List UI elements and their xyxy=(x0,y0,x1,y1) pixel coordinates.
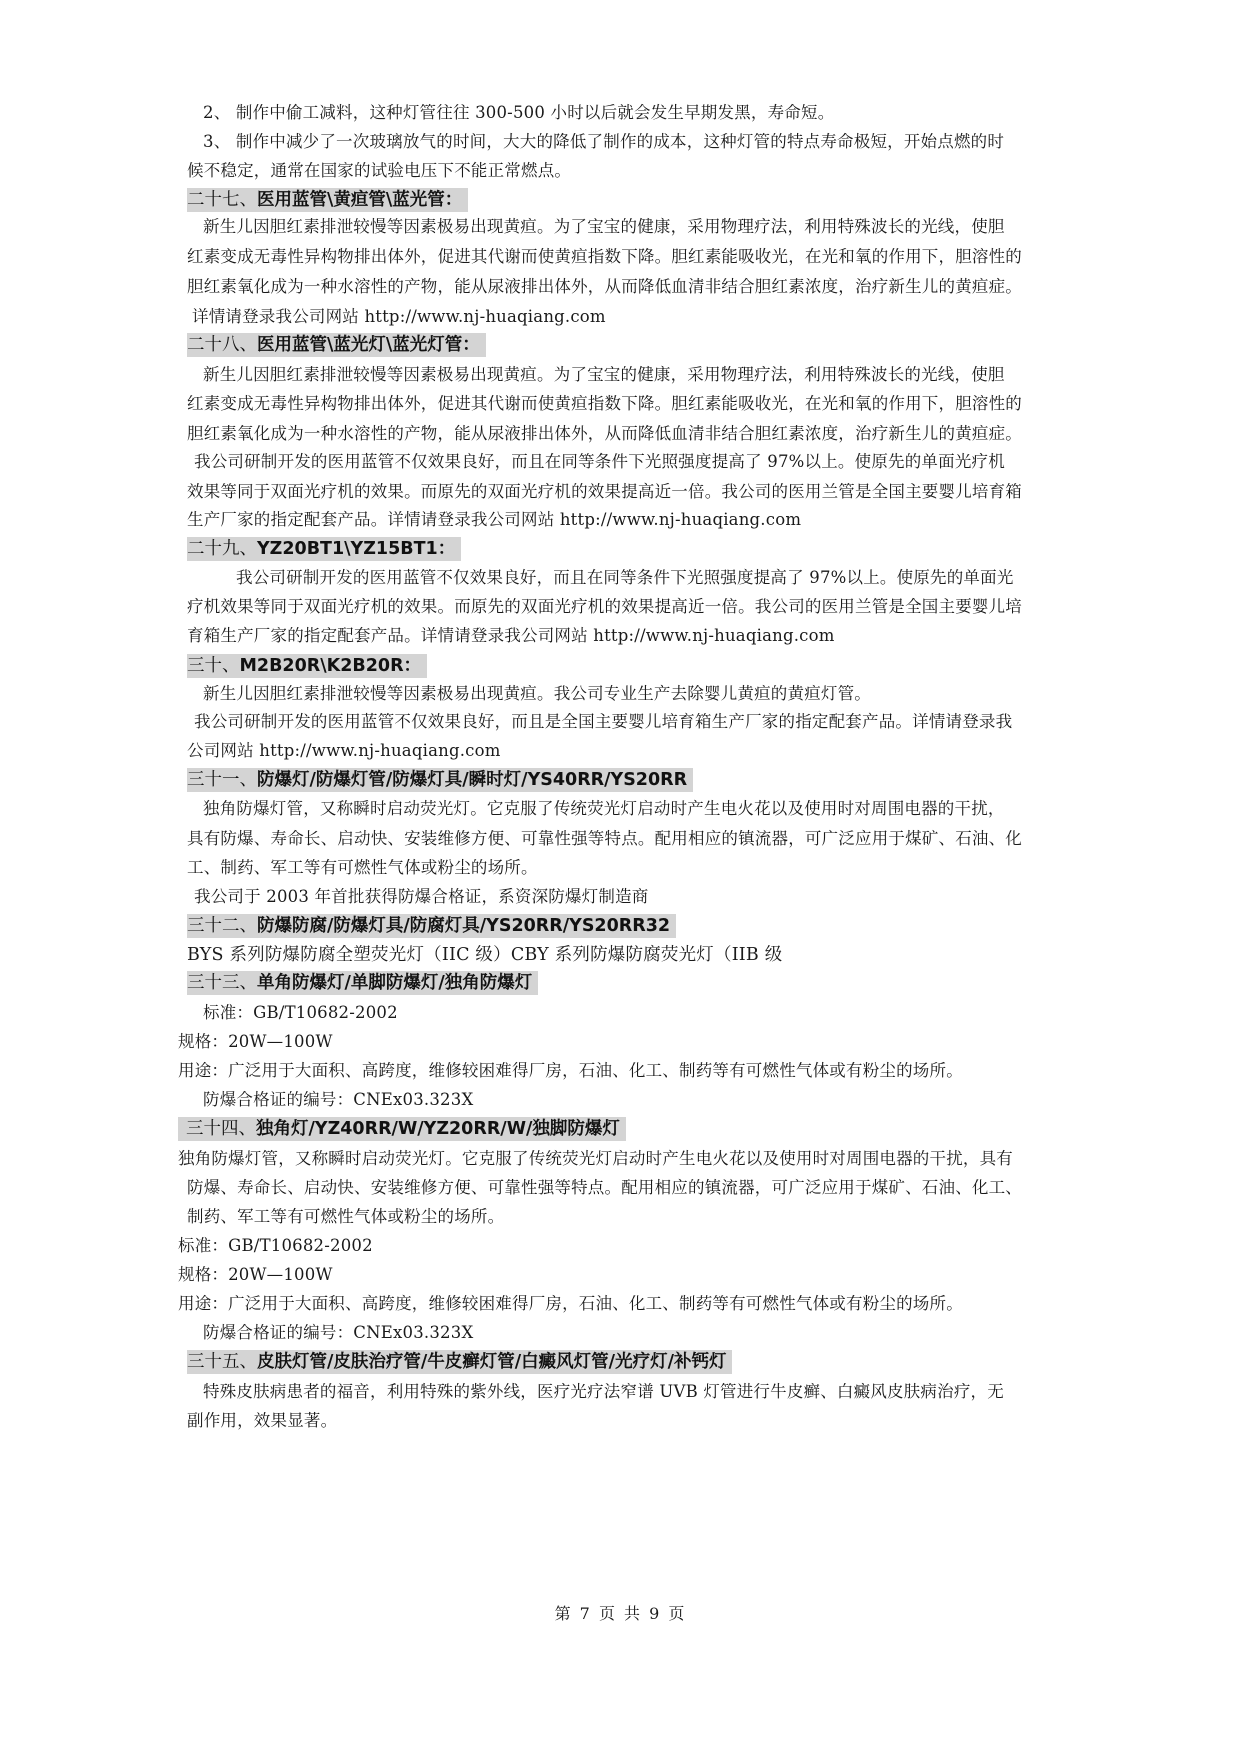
body-line: 防爆合格证的编号：CNEx03.323X xyxy=(203,1090,474,1109)
body-line: 规格：20W—100W xyxy=(178,1032,333,1051)
body-line: 我公司研制开发的医用蓝管不仅效果良好，而且在同等条件下光照强度提高了 97%以上。使原先的单面光疗机 xyxy=(194,452,1005,471)
heading-number: 三十、 xyxy=(187,656,240,676)
body-line: 生产厂家的指定配套产品。详情请登录我公司网站 http://www.nj-huaqiang.com xyxy=(187,510,802,529)
heading-title: 防爆灯/防爆灯管/防爆灯具/瞬时灯/YS40RR/YS20RR xyxy=(257,770,688,790)
page-footer: 第 7 页 共 9 页 xyxy=(554,1604,687,1623)
body-line: 特殊皮肤病患者的福音，利用特殊的紫外线，医疗光疗法窄谱 UVB 灯管进行牛皮癣、白癜风皮肤病治疗，无 xyxy=(203,1382,1004,1401)
heading-number: 三十三、 xyxy=(187,973,257,993)
section-heading xyxy=(187,1350,732,1374)
section-heading xyxy=(187,188,468,212)
body-line: 红素变成无毒性异构物排出体外，促进其代谢而使黄疸指数下降。胆红素能吸收光，在光和氧的作用下，胆溶性的 xyxy=(187,247,1022,266)
heading-number: 三十五、 xyxy=(187,1352,257,1372)
body-line: 育箱生产厂家的指定配套产品。详情请登录我公司网站 http://www.nj-huaqiang.com xyxy=(187,626,835,645)
body-line: 用途：广泛用于大面积、高跨度，维修较困难得厂房，石油、化工、制药等有可燃性气体或有粉尘的场所。 xyxy=(178,1061,963,1080)
section-heading xyxy=(187,654,427,678)
body-line: 规格：20W—100W xyxy=(178,1265,333,1284)
body-line: 我公司研制开发的医用蓝管不仅效果良好，而且是全国主要婴儿培育箱生产厂家的指定配套产品。详情请登录我 xyxy=(194,712,1013,731)
heading-title: 皮肤灯管/皮肤治疗管/牛皮癣灯管/白癜风灯管/光疗灯/补钙灯 xyxy=(257,1352,727,1372)
heading-title: 医用蓝管\黄疸管\蓝光管： xyxy=(257,190,463,210)
body-line: 独角防爆灯管，又称瞬时启动荧光灯。它克服了传统荧光灯启动时产生电火花以及使用时对周围电器的干扰，具有 xyxy=(178,1149,1013,1168)
heading-number: 三十四、 xyxy=(186,1119,256,1139)
heading-number: 三十一、 xyxy=(187,770,257,790)
body-line: 防爆合格证的编号：CNEx03.323X xyxy=(203,1323,474,1342)
section-heading xyxy=(187,537,461,561)
body-line: 疗机效果等同于双面光疗机的效果。而原先的双面光疗机的效果提高近一倍。我公司的医用兰管是全国主要婴儿培 xyxy=(187,597,1022,616)
heading-title: 单角防爆灯/单脚防爆灯/独角防爆灯 xyxy=(257,973,533,993)
section-heading xyxy=(178,1117,626,1141)
heading-title: 独角灯/YZ40RR/W/YZ20RR/W/独脚防爆灯 xyxy=(256,1119,620,1139)
section-heading xyxy=(187,768,693,792)
heading-number: 二十九、 xyxy=(187,539,257,559)
body-line: 3、 制作中减少了一次玻璃放气的时间，大大的降低了制作的成本，这种灯管的特点寿命极短，开始点燃的时 xyxy=(203,132,1005,151)
heading-number: 二十七、 xyxy=(187,190,257,210)
body-line: 胆红素氧化成为一种水溶性的产物，能从尿液排出体外，从而降低血清非结合胆红素浓度，治疗新生儿的黄疸症。 xyxy=(187,424,1022,443)
body-line: 工、制药、军工等有可燃性气体或粉尘的场所。 xyxy=(187,858,538,877)
body-line: 我公司研制开发的医用蓝管不仅效果良好，而且在同等条件下光照强度提高了 97%以上。使原先的单面光 xyxy=(236,568,1014,587)
heading-title: YZ20BT1\YZ15BT1： xyxy=(257,539,456,559)
body-line: 新生儿因胆红素排泄较慢等因素极易出现黄疸。我公司专业生产去除婴儿黄疸的黄疸灯管。 xyxy=(203,684,871,703)
section-heading xyxy=(187,914,676,938)
body-line: 制药、军工等有可燃性气体或粉尘的场所。 xyxy=(187,1207,505,1226)
section-heading xyxy=(187,333,486,357)
body-line: 独角防爆灯管，又称瞬时启动荧光灯。它克服了传统荧光灯启动时产生电火花以及使用时对周围电器的干扰， xyxy=(203,799,1005,818)
body-line: 我公司于 2003 年首批获得防爆合格证，系资深防爆灯制造商 xyxy=(194,887,649,906)
heading-number: 二十八、 xyxy=(187,335,257,355)
body-line: 标准：GB/T10682-2002 xyxy=(178,1236,373,1255)
section-heading xyxy=(187,971,538,995)
body-line: 详情请登录我公司网站 http://www.nj-huaqiang.com xyxy=(192,307,606,326)
body-line: 具有防爆、寿命长、启动快、安装维修方便、可靠性强等特点。配用相应的镇流器，可广泛应用于煤矿、石油、化 xyxy=(187,829,1022,848)
body-line: 用途：广泛用于大面积、高跨度，维修较困难得厂房，石油、化工、制药等有可燃性气体或有粉尘的场所。 xyxy=(178,1294,963,1313)
heading-title: M2B20R\K2B20R： xyxy=(239,656,422,676)
body-line: 标准：GB/T10682-2002 xyxy=(203,1003,398,1022)
body-line: 新生儿因胆红素排泄较慢等因素极易出现黄疸。为了宝宝的健康，采用物理疗法，利用特殊波长的光线，使胆 xyxy=(203,365,1005,384)
body-line: 公司网站 http://www.nj-huaqiang.com xyxy=(187,741,501,760)
body-line: 2、 制作中偷工减料，这种灯管往往 300-500 小时以后就会发生早期发黑，寿命短。 xyxy=(203,103,835,122)
body-line: 红素变成无毒性异构物排出体外，促进其代谢而使黄疸指数下降。胆红素能吸收光，在光和氧的作用下，胆溶性的 xyxy=(187,394,1022,413)
heading-title: 防爆防腐/防爆灯具/防腐灯具/YS20RR/YS20RR32 xyxy=(257,916,671,936)
body-line: 新生儿因胆红素排泄较慢等因素极易出现黄疸。为了宝宝的健康，采用物理疗法，利用特殊波长的光线，使胆 xyxy=(203,217,1005,236)
body-line: 效果等同于双面光疗机的效果。而原先的双面光疗机的效果提高近一倍。我公司的医用兰管是全国主要婴儿培育箱 xyxy=(187,482,1022,501)
heading-number: 三十二、 xyxy=(187,916,257,936)
body-line: 候不稳定，通常在国家的试验电压下不能正常燃点。 xyxy=(187,161,572,180)
body-line: 胆红素氧化成为一种水溶性的产物，能从尿液排出体外，从而降低血清非结合胆红素浓度，治疗新生儿的黄疸症。 xyxy=(187,277,1022,296)
body-line: 防爆、寿命长、启动快、安装维修方便、可靠性强等特点。配用相应的镇流器，可广泛应用于煤矿、石油、化工、 xyxy=(187,1178,1022,1197)
body-line: 副作用，效果显著。 xyxy=(187,1411,338,1430)
heading-title: 医用蓝管\蓝光灯\蓝光灯管： xyxy=(257,335,480,355)
body-line: BYS 系列防爆防腐全塑荧光灯（IIC 级）CBY 系列防爆防腐荧光灯（IIB 级 xyxy=(187,945,783,965)
